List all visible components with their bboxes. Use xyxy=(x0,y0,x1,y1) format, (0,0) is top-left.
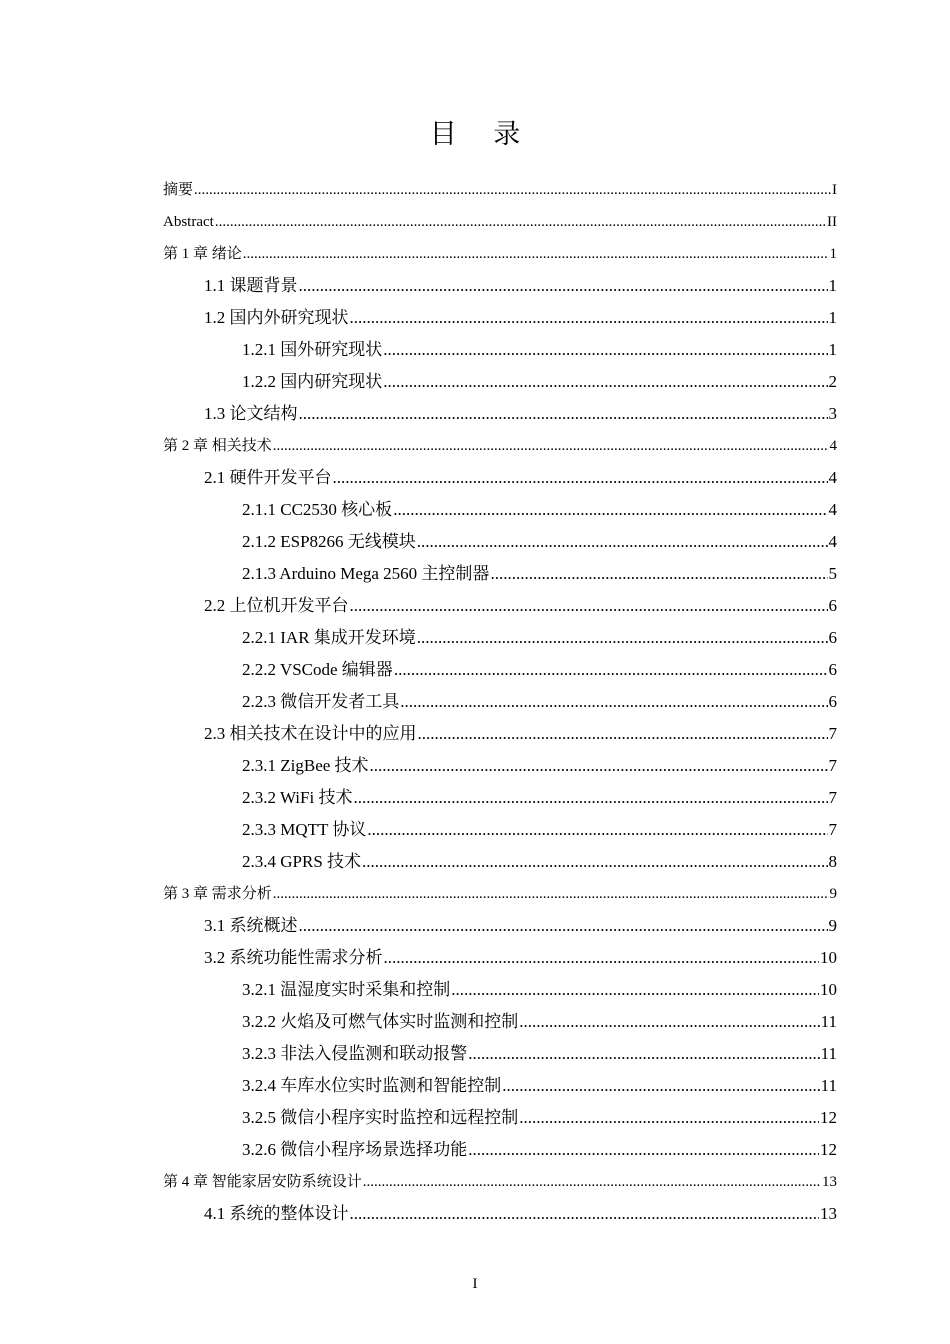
toc-entry-label: 2.2.2 VSCode 编辑器 xyxy=(242,660,393,679)
dot-leader xyxy=(273,878,829,910)
toc-entry[interactable] xyxy=(163,846,837,878)
dot-leader xyxy=(299,270,828,302)
dot-leader xyxy=(394,654,828,686)
dot-leader xyxy=(194,174,831,206)
toc-entry[interactable] xyxy=(163,1070,837,1102)
toc-entry-page: 9 xyxy=(828,916,837,935)
toc-entry[interactable] xyxy=(163,1134,837,1166)
toc-entry-label: 1.2.2 国内研究现状 xyxy=(242,372,383,391)
toc-entry-label: 3.2.3 非法入侵监测和联动报警 xyxy=(242,1044,468,1063)
toc-entry-label: 2.1.3 Arduino Mega 2560 主控制器 xyxy=(242,564,490,583)
dot-leader xyxy=(417,622,828,654)
toc-entry-label: 1.3 论文结构 xyxy=(204,404,298,423)
toc-entry-label: 3.2.4 车库水位实时监测和智能控制 xyxy=(242,1076,502,1095)
toc-entry[interactable] xyxy=(163,654,837,686)
toc-entry[interactable] xyxy=(163,718,837,750)
dot-leader xyxy=(383,334,827,366)
dot-leader xyxy=(451,974,819,1006)
toc-entry-label: 3.2.5 微信小程序实时监控和远程控制 xyxy=(242,1108,519,1127)
toc-entry-page: 1 xyxy=(828,340,837,359)
toc-entry-page: 12 xyxy=(820,1108,837,1127)
toc-entry-label: 2.3 相关技术在设计中的应用 xyxy=(204,724,417,743)
toc-entry-page: 4 xyxy=(828,500,837,519)
dot-leader xyxy=(383,366,827,398)
dot-leader xyxy=(519,1102,819,1134)
toc-entry-label: 2.2.3 微信开发者工具 xyxy=(242,692,400,711)
dot-leader xyxy=(299,398,828,430)
toc-entry[interactable] xyxy=(163,270,837,302)
dot-leader xyxy=(468,1038,819,1070)
toc-entry-page: 7 xyxy=(828,724,837,743)
toc-entry[interactable] xyxy=(163,238,837,270)
toc-entry[interactable] xyxy=(163,910,837,942)
toc-entry[interactable] xyxy=(163,974,837,1006)
toc-entry[interactable] xyxy=(163,558,837,590)
toc-entry[interactable] xyxy=(163,430,837,462)
toc-entry-page: I xyxy=(832,182,837,198)
toc-entry[interactable] xyxy=(163,206,837,238)
toc-entry-label: 1.2.1 国外研究现状 xyxy=(242,340,383,359)
dot-leader xyxy=(468,1134,819,1166)
toc-entry-label: 3.2.6 微信小程序场景选择功能 xyxy=(242,1140,468,1159)
toc-entry-page: 3 xyxy=(828,404,837,423)
toc-entry-label: 2.3.1 ZigBee 技术 xyxy=(242,756,369,775)
dot-leader xyxy=(350,302,828,334)
toc-entry[interactable] xyxy=(163,398,837,430)
toc-entry-label: 2.2 上位机开发平台 xyxy=(204,596,349,615)
dot-leader xyxy=(502,1070,819,1102)
toc-entry-label: 1.1 课题背景 xyxy=(204,276,298,295)
dot-leader xyxy=(418,718,828,750)
toc-entry-label: 3.2 系统功能性需求分析 xyxy=(204,948,383,967)
toc-entry-label: 2.3.4 GPRS 技术 xyxy=(242,852,362,871)
dot-leader xyxy=(299,910,828,942)
dot-leader xyxy=(333,462,828,494)
toc-entry-page: 7 xyxy=(828,820,837,839)
toc-entry[interactable] xyxy=(163,686,837,718)
toc-entry-page: 13 xyxy=(820,1204,837,1223)
toc-entry-page: 10 xyxy=(820,980,837,999)
toc-entry[interactable] xyxy=(163,622,837,654)
dot-leader xyxy=(273,430,829,462)
toc-entry[interactable] xyxy=(163,1198,837,1230)
toc-entry[interactable] xyxy=(163,334,837,366)
dot-leader xyxy=(353,782,827,814)
dot-leader xyxy=(490,558,827,590)
dot-leader xyxy=(367,814,827,846)
toc-entry-label: 1.2 国内外研究现状 xyxy=(204,308,349,327)
toc-entry-page: 11 xyxy=(820,1076,837,1095)
toc-entry-page: 7 xyxy=(828,756,837,775)
dot-leader xyxy=(215,206,826,238)
toc-entry-label: 3.1 系统概述 xyxy=(204,916,298,935)
page-number: I xyxy=(472,1276,478,1292)
toc-entry-page: 5 xyxy=(828,564,837,583)
dot-leader xyxy=(519,1006,819,1038)
toc-entry-page: II xyxy=(827,214,837,230)
toc-entry-label: 2.1 硬件开发平台 xyxy=(204,468,332,487)
toc-entry-page: 6 xyxy=(828,596,837,615)
toc-entry-page: 1 xyxy=(828,276,837,295)
toc-entry[interactable] xyxy=(163,526,837,558)
toc-entry-label: 第 1 章 绪论 xyxy=(163,246,242,262)
toc-entry-page: 6 xyxy=(828,692,837,711)
toc-entry-page: 1 xyxy=(828,308,837,327)
toc-entry[interactable] xyxy=(163,1038,837,1070)
dot-leader xyxy=(370,750,828,782)
toc-entry-label: Abstract xyxy=(163,214,214,230)
toc-entry-page: 9 xyxy=(829,886,837,902)
toc-entry-page: 1 xyxy=(829,246,837,262)
table-of-contents xyxy=(163,174,837,1230)
toc-entry-label: 2.2.1 IAR 集成开发环境 xyxy=(242,628,416,647)
toc-entry[interactable] xyxy=(163,462,837,494)
page-title: 目 录 xyxy=(429,119,535,150)
toc-entry-page: 10 xyxy=(820,948,837,967)
dot-leader xyxy=(362,846,827,878)
toc-entry-page: 2 xyxy=(828,372,837,391)
toc-entry[interactable] xyxy=(163,590,837,622)
toc-entry-label: 4.1 系统的整体设计 xyxy=(204,1204,349,1223)
dot-leader xyxy=(417,526,828,558)
toc-entry[interactable] xyxy=(163,814,837,846)
toc-entry-page: 12 xyxy=(820,1140,837,1159)
toc-entry-label: 第 2 章 相关技术 xyxy=(163,438,272,454)
dot-leader xyxy=(400,686,827,718)
toc-entry[interactable] xyxy=(163,878,837,910)
dot-leader xyxy=(243,238,829,270)
toc-entry[interactable] xyxy=(163,750,837,782)
toc-entry[interactable] xyxy=(163,302,837,334)
toc-entry-label: 第 4 章 智能家居安防系统设计 xyxy=(163,1174,362,1190)
dot-leader xyxy=(393,494,827,526)
toc-entry-page: 6 xyxy=(828,660,837,679)
toc-entry[interactable] xyxy=(163,782,837,814)
dot-leader xyxy=(350,1198,820,1230)
toc-entry-label: 3.2.1 温湿度实时采集和控制 xyxy=(242,980,451,999)
toc-entry[interactable] xyxy=(163,174,837,206)
toc-entry-page: 8 xyxy=(828,852,837,871)
toc-entry[interactable] xyxy=(163,1166,837,1198)
toc-entry[interactable] xyxy=(163,366,837,398)
toc-entry-page: 6 xyxy=(828,628,837,647)
toc-entry-page: 7 xyxy=(828,788,837,807)
toc-entry-page: 13 xyxy=(822,1174,837,1190)
toc-entry-page: 11 xyxy=(820,1044,837,1063)
toc-entry[interactable] xyxy=(163,494,837,526)
toc-entry-label: 2.3.3 MQTT 协议 xyxy=(242,820,367,839)
dot-leader xyxy=(384,942,820,974)
toc-entry-label: 2.1.1 CC2530 核心板 xyxy=(242,500,393,519)
toc-entry-page: 4 xyxy=(829,438,837,454)
toc-entry-label: 2.3.2 WiFi 技术 xyxy=(242,788,353,807)
toc-entry-page: 4 xyxy=(828,468,837,487)
toc-entry-label: 摘要 xyxy=(163,182,194,198)
toc-entry-label: 2.1.2 ESP8266 无线模块 xyxy=(242,532,416,551)
toc-entry[interactable] xyxy=(163,1102,837,1134)
toc-entry-page: 11 xyxy=(820,1012,837,1031)
toc-entry-page: 4 xyxy=(828,532,837,551)
toc-entry-label: 3.2.2 火焰及可燃气体实时监测和控制 xyxy=(242,1012,519,1031)
toc-entry[interactable] xyxy=(163,1006,837,1038)
toc-entry-label: 第 3 章 需求分析 xyxy=(163,886,272,902)
dot-leader xyxy=(350,590,828,622)
toc-entry[interactable] xyxy=(163,942,837,974)
dot-leader xyxy=(363,1166,821,1198)
